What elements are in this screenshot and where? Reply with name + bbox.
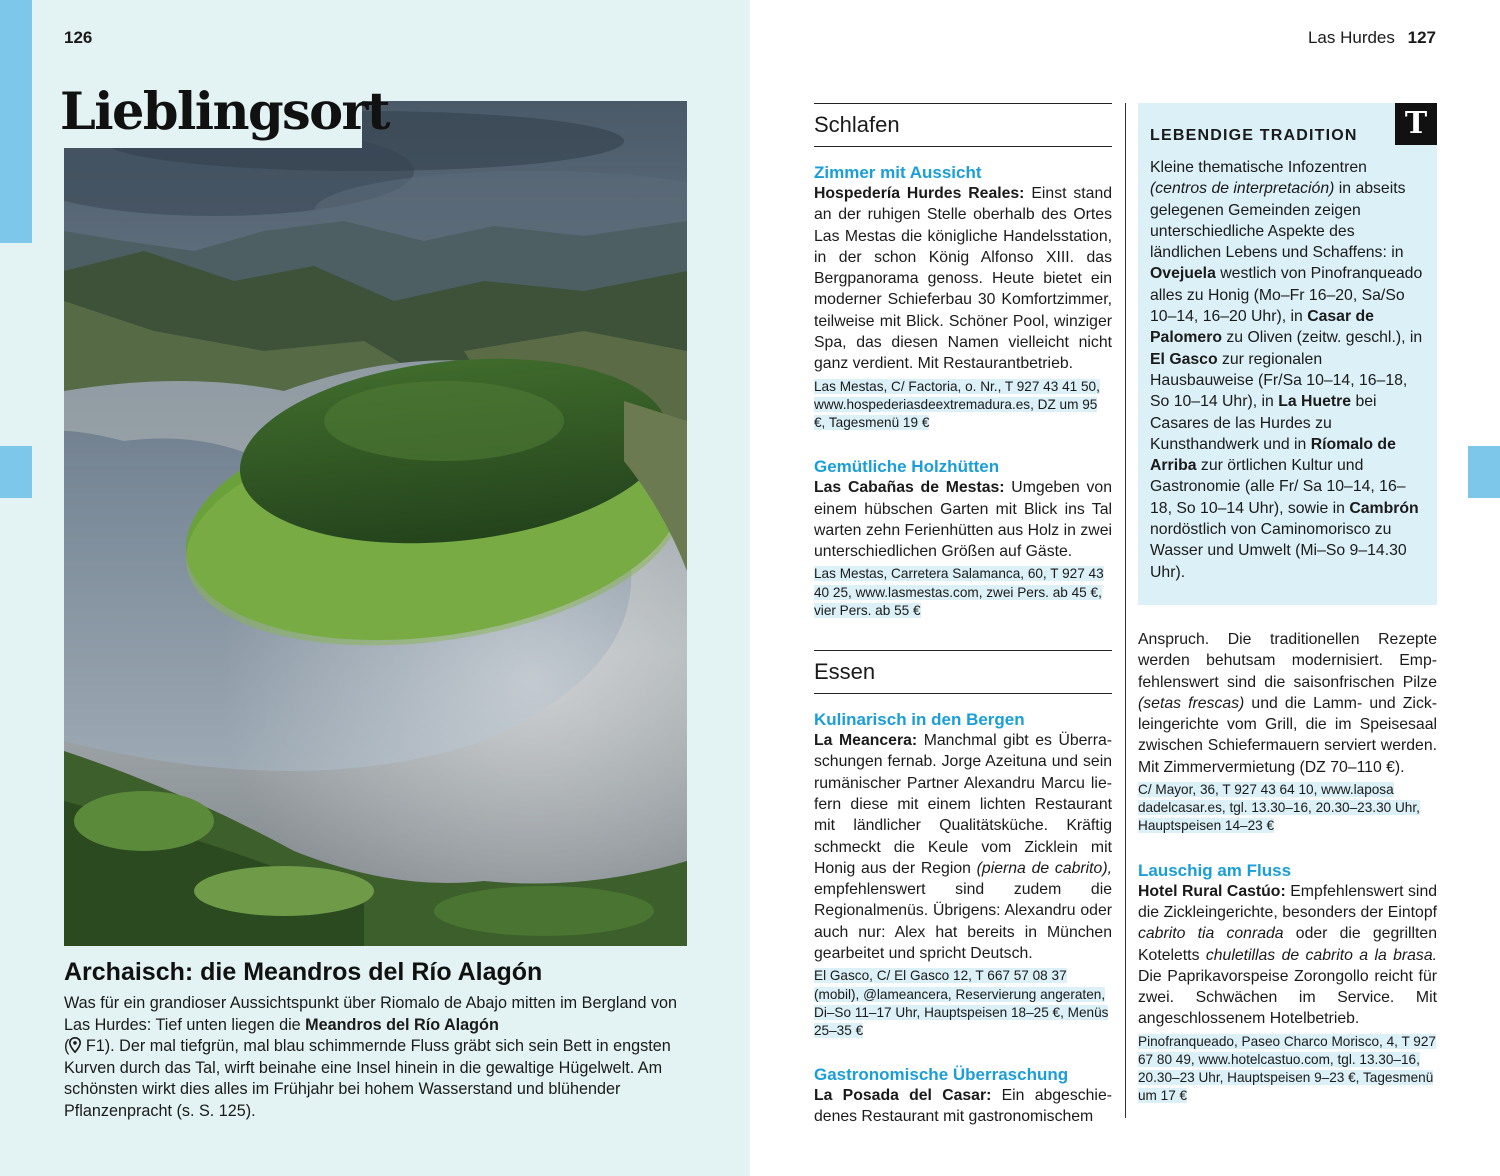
- box-text-part: in abseits gelegenen Gemeinden zeigen unterschiedliche Aspekte des ländlichen Lebens und Schaffens: in: [1150, 180, 1406, 262]
- box-text-part: zur regionalen Hausbauweise (Fr/Sa 10–14, 16–18, So 10–14 Uhr), in: [1150, 350, 1408, 411]
- listing-term: chuletillas de cabrito a la brasa.: [1205, 946, 1438, 964]
- caption-part: Was für ein grandioser Aussichtspunkt über Riomalo de Abajo mitten im Bergland von Las Hurdes: Tief unten liegen die: [64, 994, 678, 1034]
- box-term: (centros de interpretación): [1150, 180, 1335, 198]
- caption-title: Archaisch: die Meandros del Río Alagón: [64, 958, 543, 986]
- continuation-text: [1138, 629, 1437, 1106]
- listing-category: Gemütliche Holzhütten: [814, 457, 1000, 477]
- listing-name: La Posada del Casar:: [814, 1087, 992, 1105]
- caption-highlight: Meandros del Río Alagón: [305, 1015, 499, 1034]
- chapter-title: Las Hurdes: [1307, 28, 1395, 47]
- box-text-part: bei Casares de las Hurdes zu Kunsthandwerk und in: [1150, 393, 1377, 453]
- section-heading-schlafen: Schlafen: [814, 103, 1112, 147]
- right-column: [1138, 103, 1437, 1106]
- listing-category: Gastronomische Überraschung: [814, 1065, 1069, 1085]
- box-text-part: zu Oliven (zeitw. geschl.), in: [1222, 329, 1423, 347]
- listing-info-text: C/ Mayor, 36, T 927 43 64 10, www.laposa dadelcasar.es, tgl. 13.30–16, 20.30–23.30 Uhr, Hauptspeisen 14–23 €: [1138, 782, 1420, 834]
- listing-term: (pierna de cabrito),: [976, 859, 1112, 877]
- listing-name: Hotel Rural Castúo:: [1138, 882, 1286, 900]
- listing-info: [814, 378, 1112, 433]
- listing-entry: [814, 1064, 1112, 1128]
- caption-part: ). Der mal tiefgrün, mal blau schimmernde Fluss gräbt sich sein Bett in engsten Kurven durch das Tal, wirft beinahe eine Insel hinein in die gewaltige Hügelwelt. Am schönsten wirkt dies alles im Frühjahr bei hohem Wasserstand und blühender Pflanzenpracht (s. S. 125).: [64, 1037, 671, 1120]
- listing-text: [1138, 881, 1437, 1030]
- place-name: Casar de Palomero: [1150, 308, 1374, 347]
- box-text-part: westlich von Pinofranqueado alles zu Honig (Mo–Fr 16–20, Sa/So 10–14, 16–20 Uhr), in: [1150, 265, 1423, 326]
- listing-info: [814, 565, 1112, 620]
- listing-description: empfehlenswert sind zudem die Regionalmenüs. Übrigens: Alexandru oder auch nur: Alex hat bereits in München gearbeitet und spricht Deutsch.: [814, 881, 1112, 963]
- listing-description: Manchmal gibt es Überraschungen fernab. Jorge Azeituna und sein rumänischer Partner Alexandru Marcu liefern diese mit einem lichten Restaurant mit ländlicher Qualitätsküche. Kräftig schmeckt die Keule vom Zicklein mit Honig aus der Region: [814, 732, 1113, 877]
- listing-text: [814, 1085, 1112, 1128]
- listing-description: Umgeben von einem hübschen Garten mit Blick ins Tal warten zehn Ferienhütten aus Holz in zwei unterschiedlichen Größen auf Gäste.: [814, 479, 1112, 561]
- listing-entry: [814, 456, 1112, 620]
- listing-info-text: Pinofranqueado, Paseo Charco Morisco, 4, T 927 67 80 49, www.hotelcastuo.com, tgl. 13.30–16, 20.30–23 Uhr, Hauptspeisen 9–23 €, Tagesmenü um 17 €: [1138, 1033, 1436, 1104]
- place-name: Cambrón: [1349, 499, 1419, 517]
- place-name: Ovejuela: [1150, 265, 1216, 283]
- section-heading-essen: Essen: [814, 650, 1112, 694]
- column-divider: [1125, 103, 1126, 1118]
- listing-entry: [1138, 860, 1437, 1106]
- listing-description: Einst stand an der ruhigen Stelle oberhalb des Ortes Las Mestas die königliche Handelsstation, in der schon König Alfonso XIII. das Bergpanorama genoss. Heute bietet ein moderner Schieferbau 30 Komfortzimmer, teilweise mit Blick. Schöner Pool, winziger Spa, das diesen Namen vielleicht nicht ganz verdient. Mit Restaurantbetrieb.: [814, 185, 1113, 373]
- listing-text: [1138, 629, 1437, 778]
- listing-info: [1138, 781, 1437, 836]
- place-name: El Gasco: [1150, 350, 1218, 368]
- listing-text: [814, 183, 1112, 375]
- page-number-right: 127: [1407, 28, 1436, 47]
- listing-entry: [814, 162, 1112, 432]
- info-box-title: LEBENDIGE TRADITION: [1150, 127, 1358, 144]
- listing-info-text: Las Mestas, C/ Factoria, o. Nr., T 927 43 41 50, www.hospederiasdeextremadura.es, DZ um 95 €, Tagesmenü 19 €: [814, 378, 1100, 431]
- listing-description: oder die gegrillten Koteletts: [1138, 925, 1437, 964]
- chapter-tab-marker-right: [1468, 446, 1500, 498]
- listing-info-text: El Gasco, C/ El Gasco 12, T 667 57 08 37 (mobil), @lameancera, Reservierung angeraten, Di–So 11–17 Uhr, Hauptspeisen 18–25 €, Menüs 25–35 €: [814, 968, 1109, 1038]
- listing-term: cabrito tia conrada: [1138, 925, 1284, 943]
- listing-info: [814, 967, 1112, 1040]
- listing-entry: [814, 709, 1112, 1040]
- map-reference: F1: [85, 1037, 105, 1056]
- favorite-place-label: Lieblingsort: [50, 80, 362, 148]
- box-text-part: nordöstlich von Caminomorisco zu Wasser und Umwelt (Mi–So 9–14.30 Uhr).: [1150, 521, 1407, 581]
- caption-text: Was für ein grandioser Aussichtspunkt über Riomalo de Abajo mitten im Bergland von Las Hurdes: Tief unten liegen die Meandros del Río Alagón ( F1). Der mal tiefgrün, mal blau schimmernde Fluss gräbt sich sein Bett in engsten Kurven durch das Tal, wirft beinahe eine Insel hinein in die gewaltige Hügelwelt. Am schönsten wirkt dies alles im Frühjahr bei hohem Wasserstand und blühender Pflanzenpracht (s. S. 125).: [64, 994, 678, 1120]
- chapter-tab: [0, 0, 32, 243]
- listing-description: und die Lamm- und Zickleingerichte vom Grill, die im Speisesaal zwischen Schiefermauern serviert werden. Mit Zimmervermietung (DZ 70–110 €).: [1138, 694, 1438, 776]
- listing-name: Las Cabañas de Mestas:: [814, 479, 1005, 497]
- listing-category: Kulinarisch in den Bergen: [814, 710, 1025, 730]
- listing-description: Anspruch. Die traditionellen Rezepte werden behutsam modernisiert. Empfehlenswert sind die saisonfrischen Pilze: [1138, 631, 1437, 691]
- listing-description: Empfehlenswert sind die Zickleingerichte, besonders der Eintopf: [1138, 882, 1438, 921]
- tradition-icon: T: [1395, 103, 1437, 145]
- listing-text: [814, 477, 1112, 562]
- listing-info: [1138, 1033, 1437, 1106]
- listing-description: Die Paprikavorspeise Zorongollo reicht für zwei. Schwächen im Service. Mit angeschlossenem Hotelbetrieb.: [1138, 967, 1437, 1028]
- map-pin-icon: [69, 1037, 81, 1053]
- box-text-part: Kleine thematische Infozentren: [1150, 159, 1367, 176]
- listings-column: [814, 103, 1112, 1128]
- listing-description: Ein abgeschiedenes Restaurant mit gastronomischem: [814, 1087, 1112, 1126]
- listing-name: Hospedería Hurdes Reales:: [814, 185, 1025, 202]
- place-name: La Huetre: [1278, 393, 1352, 411]
- listing-term: (setas frescas): [1138, 694, 1245, 712]
- page-number-left: 126: [64, 28, 93, 47]
- running-header: [1308, 28, 1436, 48]
- listing-category: Lauschig am Fluss: [1138, 860, 1292, 880]
- info-box-text: [1150, 157, 1425, 583]
- listing-name: La Meancera:: [814, 732, 918, 750]
- listing-text: [814, 730, 1112, 964]
- listing-info-text: Las Mestas, Carretera Salamanca, 60, T 927 43 40 25, www.lasmestas.com, zwei Pers. ab 45 €, vier Pers. ab 55 €: [814, 566, 1104, 618]
- listing-category: Zimmer mit Aussicht: [814, 163, 982, 182]
- river-meander-photo: [64, 101, 687, 946]
- box-text-part: zur örtlichen Kultur und Gastronomie (alle Fr/ Sa 10–14, 16–18, So 10–14 Uhr), sowie in: [1150, 457, 1406, 517]
- info-box: [1138, 103, 1437, 605]
- chapter-tab-marker: [0, 446, 32, 498]
- place-name: Ríomalo de Arriba: [1150, 435, 1396, 475]
